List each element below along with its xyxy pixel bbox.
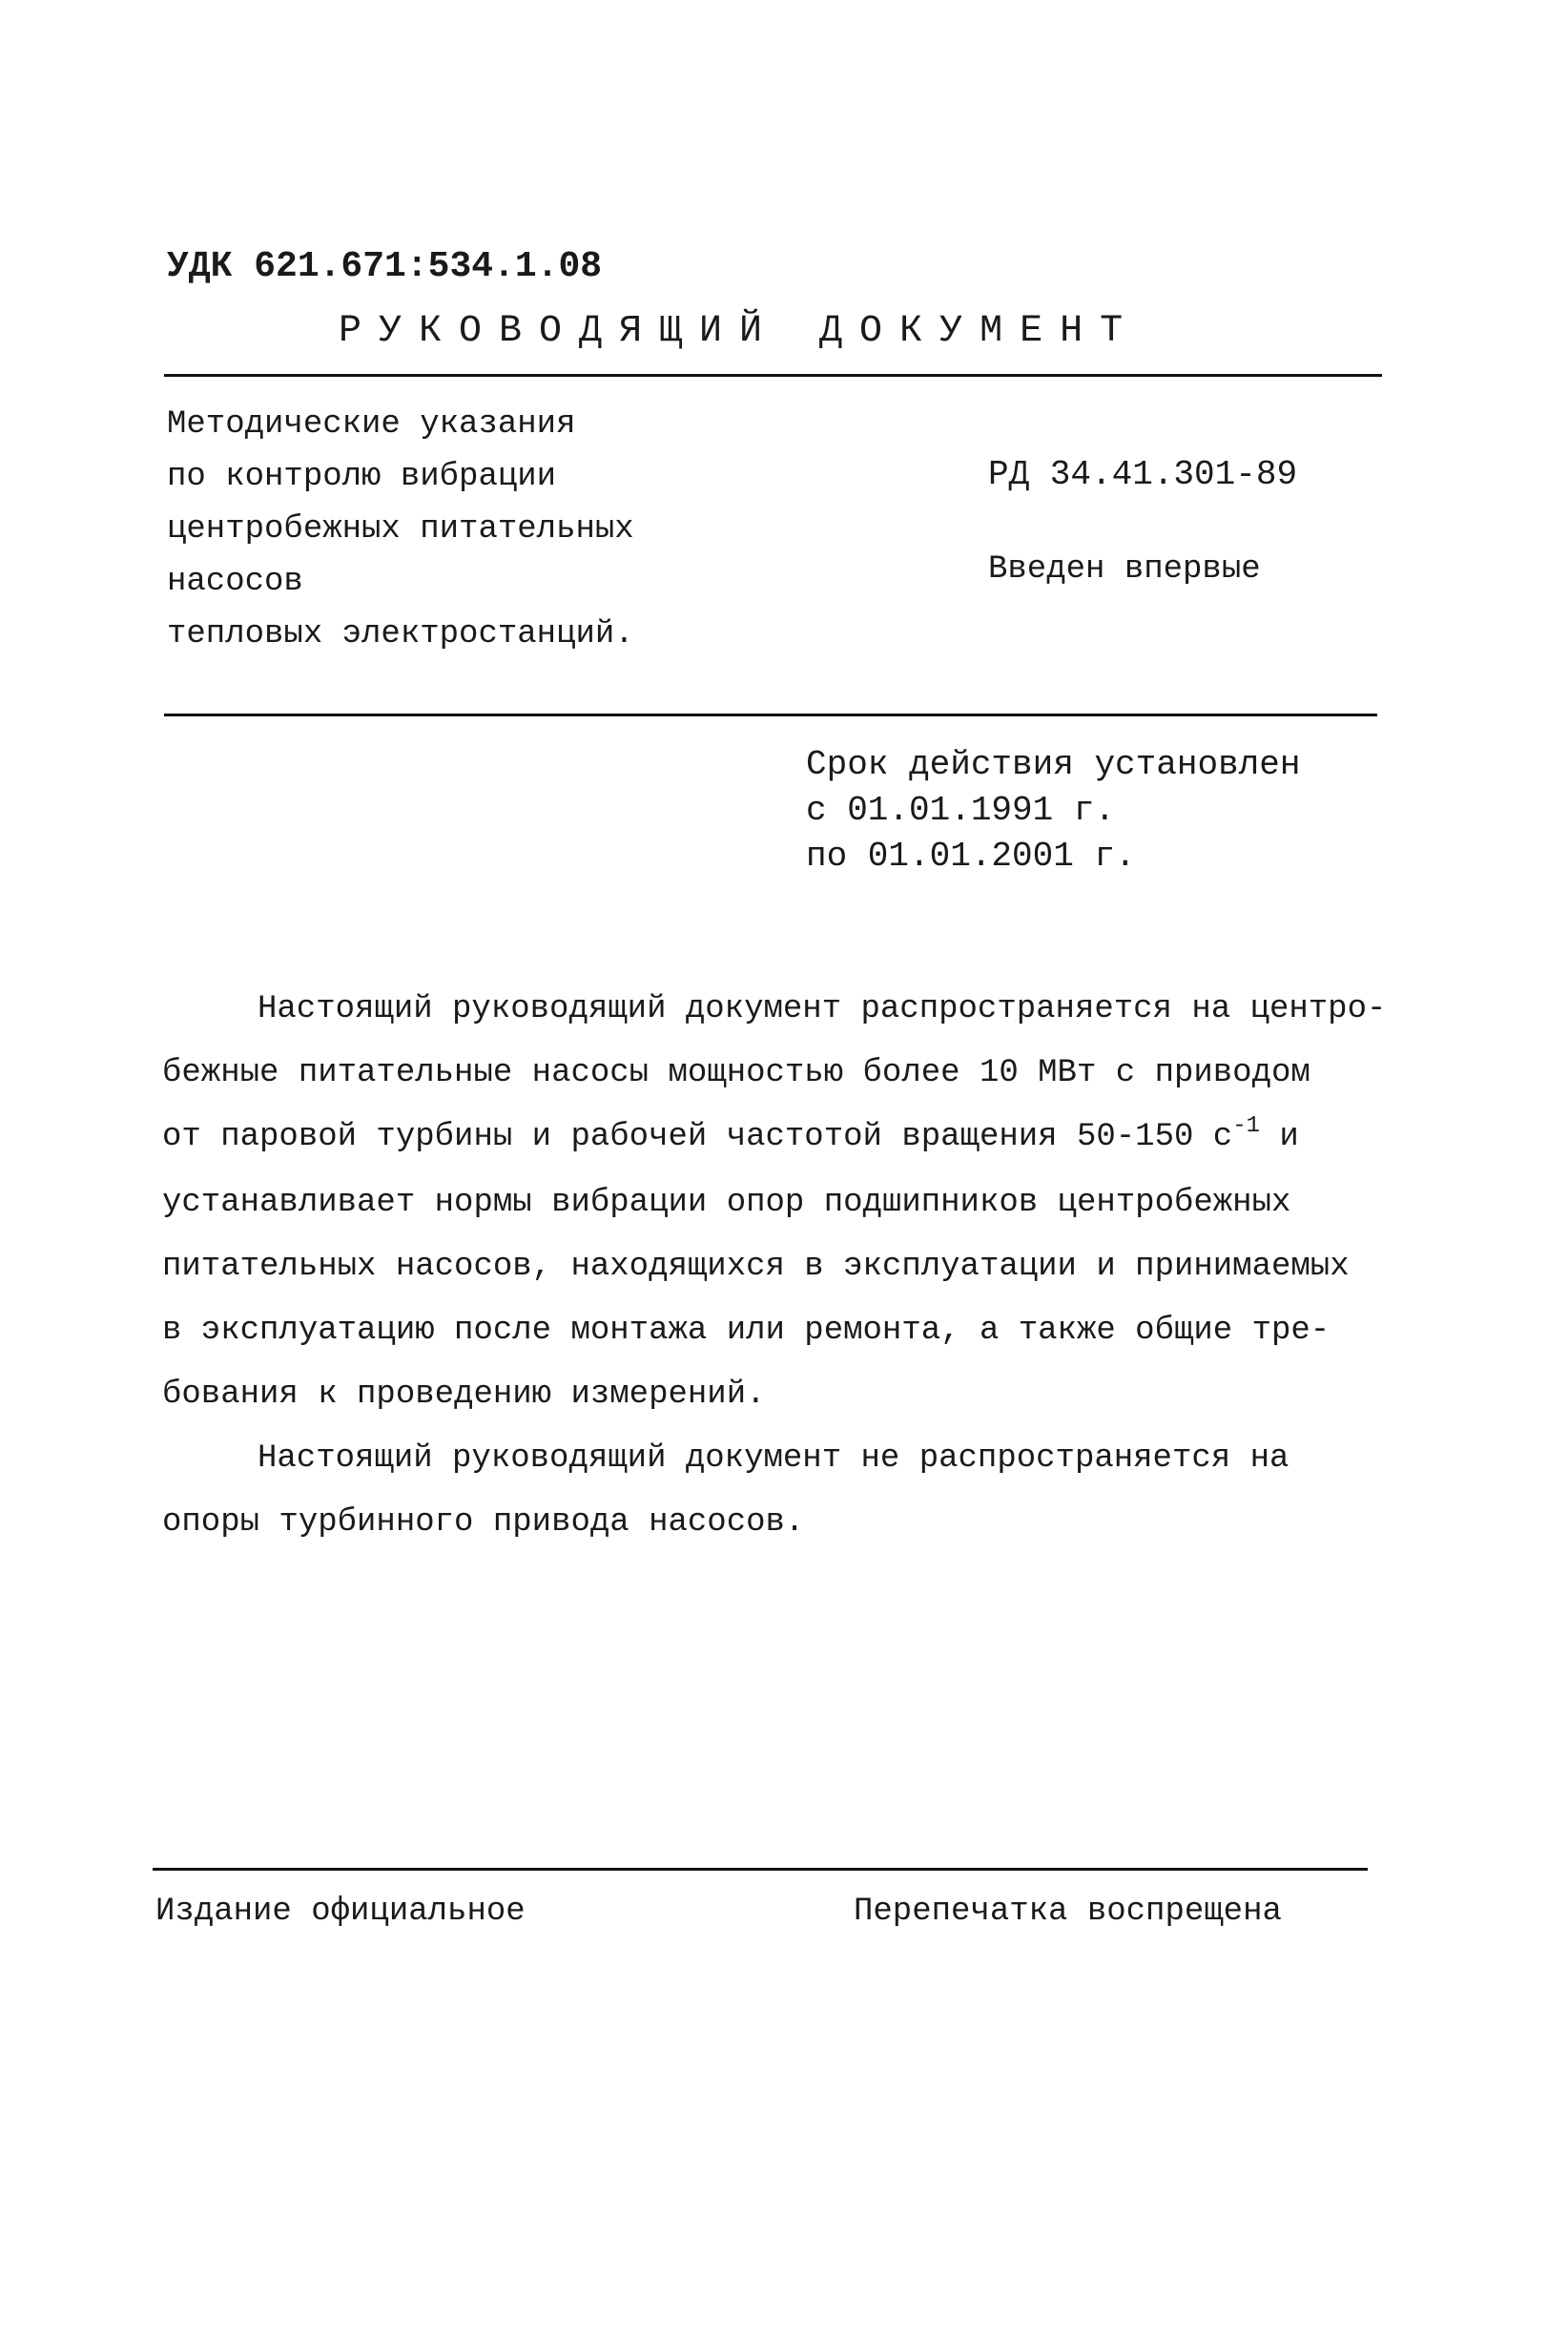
paragraph-line: Настоящий руководящий документ распространяется на центро- (258, 991, 1387, 1027)
paragraph-fragment: от паровой турбины и рабочей частотой вращения 50-150 с (162, 1119, 1233, 1155)
paragraph-line: Настоящий руководящий документ не распространяется на (258, 1440, 1289, 1477)
title-line: тепловых электростанций. (167, 616, 634, 652)
footer-reprint-prohibited: Перепечатка воспрещена (854, 1894, 1282, 1930)
validity-end: по 01.01.2001 г. (806, 837, 1136, 876)
paragraph-fragment: и (1260, 1119, 1299, 1155)
rd-number: РД 34.41.301-89 (988, 455, 1298, 494)
paragraph-line (162, 1106, 1386, 1171)
title-line: центробежных питательных (167, 511, 634, 548)
paragraph-line: питательных насосов, находящихся в эксплуатации и принимаемых (162, 1249, 1350, 1285)
document-title (167, 399, 634, 661)
title-line: Методические указания (167, 406, 576, 443)
paragraph-line: опоры турбинного привода насосов. (162, 1504, 805, 1541)
bottom-divider (153, 1868, 1368, 1871)
footer-official-edition: Издание официальное (155, 1894, 526, 1930)
body-text (162, 978, 1386, 1555)
superscript: -1 (1232, 1113, 1260, 1139)
paragraph-line: устанавливает нормы вибрации опор подшипников центробежных (162, 1185, 1291, 1221)
paragraph-line: бежные питательные насосы мощностью более 10 МВт с приводом (162, 1055, 1310, 1091)
udk-code: УДК 621.671:534.1.08 (167, 246, 603, 287)
document-type-heading: РУКОВОДЯЩИЙ ДОКУМЕНТ (339, 310, 1141, 353)
paragraph-line: в эксплуатацию после монтажа или ремонта, а также общие тре- (162, 1313, 1331, 1349)
introduced-note: Введен впервые (988, 551, 1261, 588)
paragraph-line: бования к проведению измерений. (162, 1377, 766, 1413)
validity-line: Срок действия установлен (806, 745, 1301, 784)
top-divider (164, 374, 1382, 377)
title-line: насосов (167, 564, 303, 600)
middle-divider (164, 714, 1377, 716)
validity-period (806, 742, 1300, 880)
validity-start: с 01.01.1991 г. (806, 791, 1116, 830)
title-line: по контролю вибрации (167, 459, 557, 495)
